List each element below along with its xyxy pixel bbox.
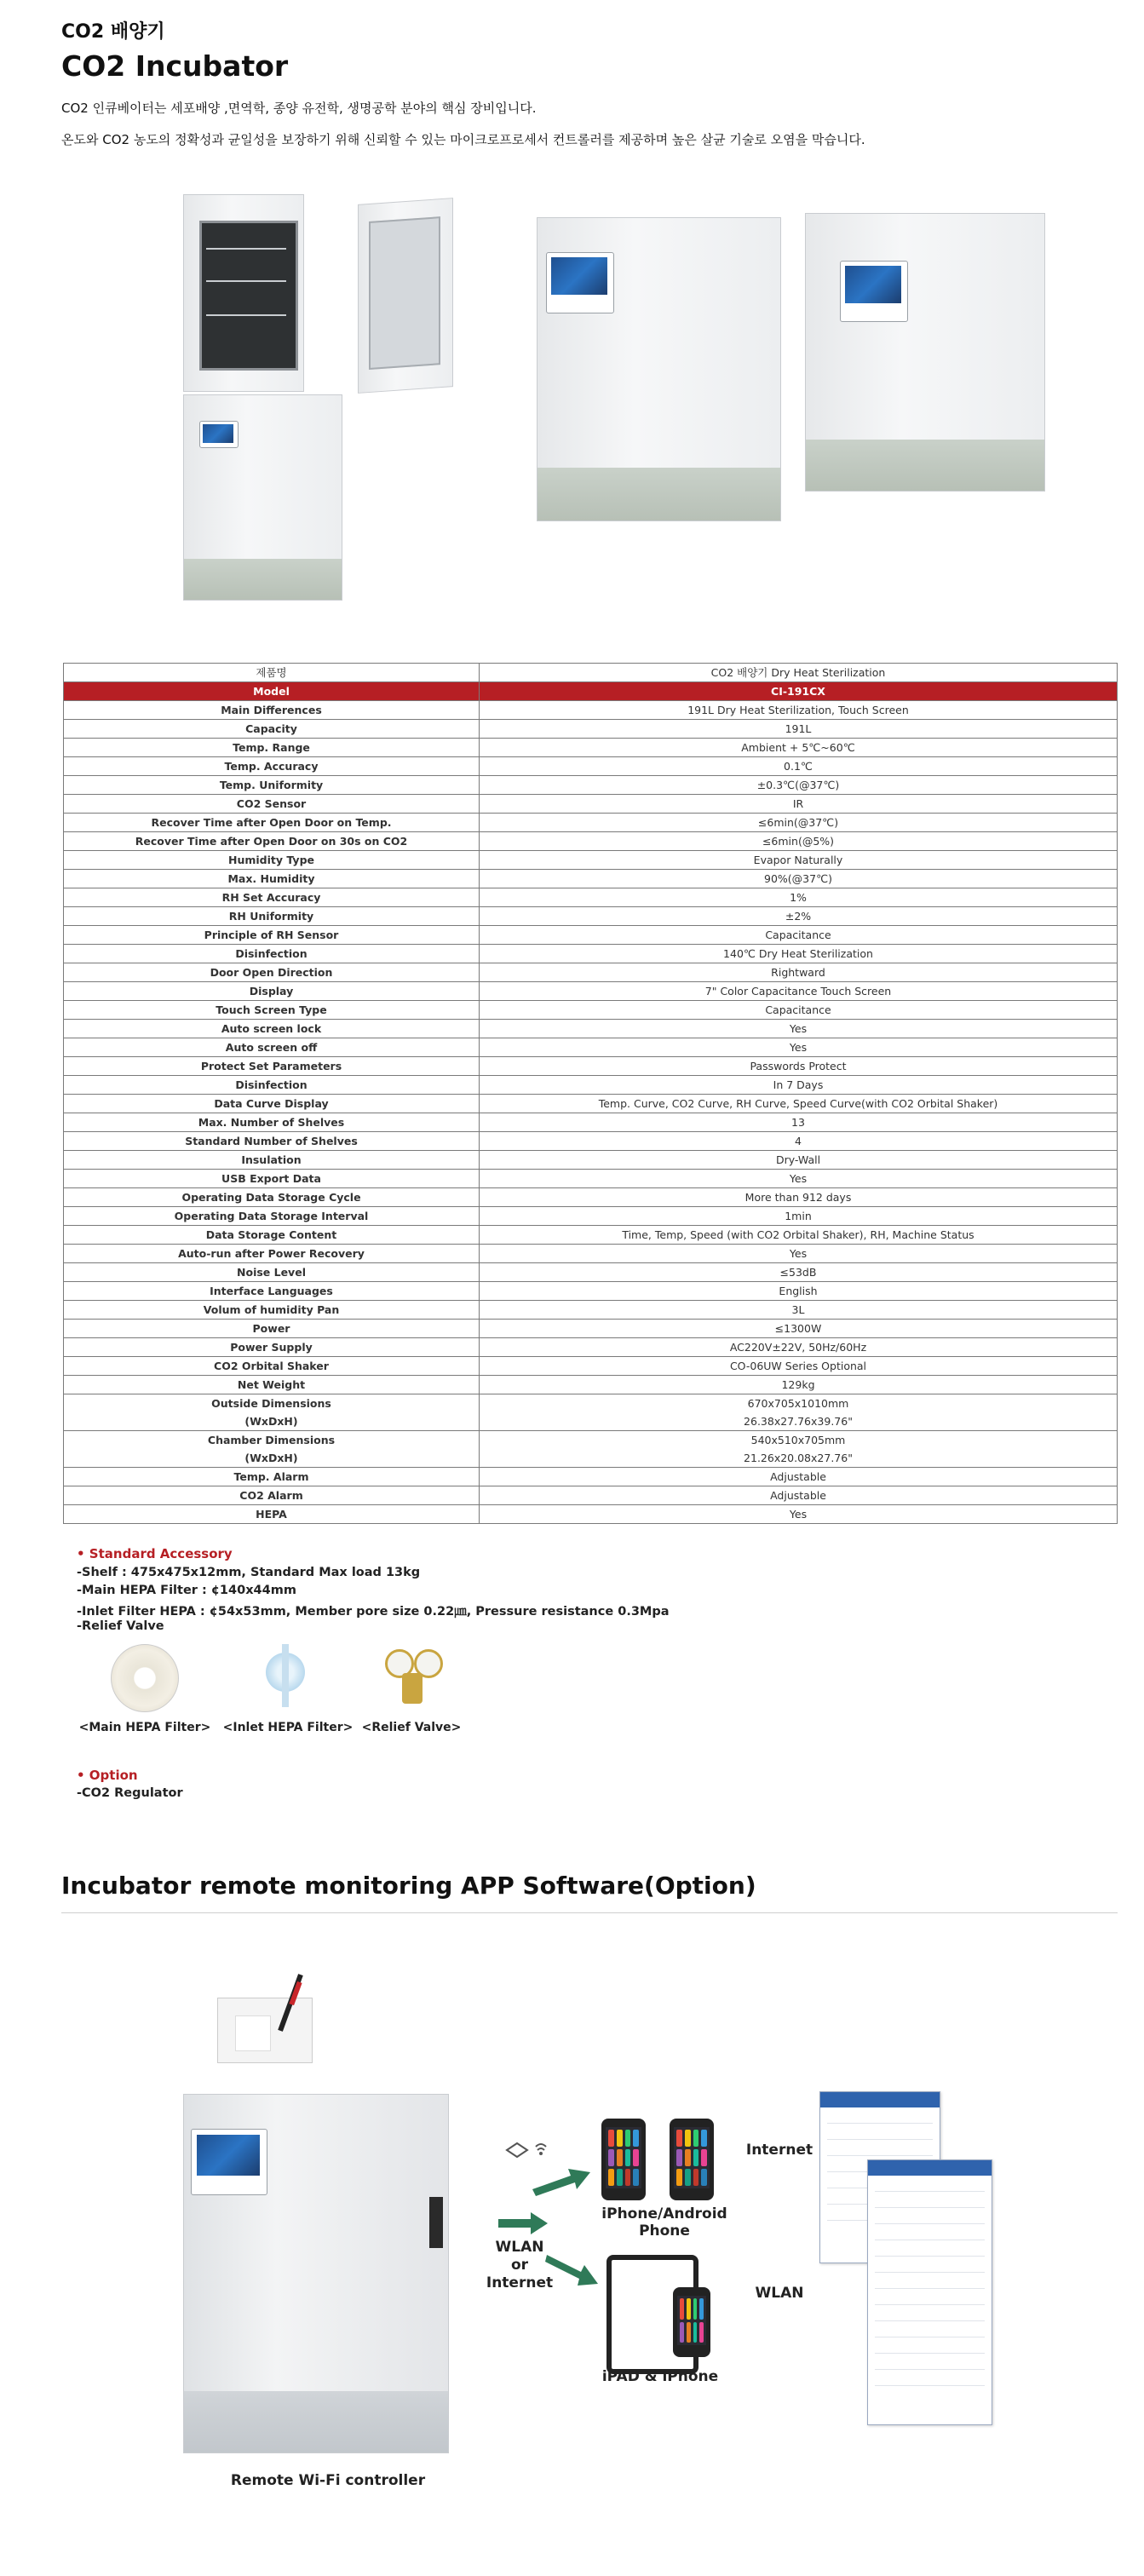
spec-label: Disinfection: [64, 1076, 480, 1095]
table-row: [64, 888, 1118, 907]
spec-value: Adjustable: [480, 1486, 1118, 1505]
accessory-line: -Relief Valve: [77, 1619, 164, 1633]
spec-value: 191L: [480, 720, 1118, 739]
spec-value: Ambient + 5℃~60℃: [480, 739, 1118, 757]
spec-label: HEPA: [64, 1505, 480, 1524]
spec-value: In 7 Days: [480, 1076, 1118, 1095]
spec-label: Principle of RH Sensor: [64, 926, 480, 945]
accessory-line: -Inlet Filter HEPA : ¢54x53mm, Member pore size 0.22㎛, Pressure resistance 0.3Mpa: [77, 1605, 670, 1619]
spec-label: Standard Number of Shelves: [64, 1132, 480, 1151]
spec-value: [480, 1394, 1118, 1431]
spec-value: ±2%: [480, 907, 1118, 926]
product-image-stacked-open: [179, 194, 460, 603]
spec-value: ≤53dB: [480, 1263, 1118, 1282]
intro-text-2: 온도와 CO2 농도의 정확성과 균일성을 보장하기 위해 신뢰할 수 있는 마이크로프로세서 컨트롤러를 제공하며 높은 살균 기술로 오염을 막습니다.: [61, 132, 865, 147]
spec-label: Data Storage Content: [64, 1226, 480, 1245]
table-row: [64, 1505, 1118, 1524]
spec-value: 4: [480, 1132, 1118, 1151]
table-row: [64, 1207, 1118, 1226]
arrow-middle-icon: [498, 2212, 549, 2234]
spec-value: More than 912 days: [480, 1188, 1118, 1207]
option-heading: • Option: [77, 1768, 138, 1783]
spec-value: Adjustable: [480, 1468, 1118, 1486]
table-row: [64, 1468, 1118, 1486]
spec-value: 13: [480, 1113, 1118, 1132]
spec-label: Insulation: [64, 1151, 480, 1170]
phone-label: iPhone/Android Phone: [601, 2205, 727, 2240]
table-row: [64, 945, 1118, 963]
table-row: [64, 1357, 1118, 1376]
table-row: [64, 1151, 1118, 1170]
spec-value: 191L Dry Heat Sterilization, Touch Screen: [480, 701, 1118, 720]
spec-value: 3L: [480, 1301, 1118, 1320]
spec-label: Operating Data Storage Cycle: [64, 1188, 480, 1207]
spec-label: Net Weight: [64, 1376, 480, 1394]
spec-label: Humidity Type: [64, 851, 480, 870]
android-phone-image: [601, 2119, 646, 2200]
spec-value: [480, 1431, 1118, 1468]
incubator-image: [183, 2094, 456, 2453]
table-row: [64, 1188, 1118, 1207]
spec-label: Auto-run after Power Recovery: [64, 1245, 480, 1263]
table-row: [64, 1486, 1118, 1505]
table-row: [64, 982, 1118, 1001]
spec-label: CO2 Orbital Shaker: [64, 1357, 480, 1376]
spec-value: 0.1℃: [480, 757, 1118, 776]
relief-valve-caption: <Relief Valve>: [361, 1721, 462, 1734]
table-row: [64, 1076, 1118, 1095]
spec-value: ≤6min(@5%): [480, 832, 1118, 851]
spec-label: Main Differences: [64, 701, 480, 720]
spec-label: [64, 1394, 480, 1431]
app-section-title: Incubator remote monitoring APP Software(Option): [61, 1872, 756, 1900]
inlet-hepa-filter-caption: <Inlet HEPA Filter>: [222, 1721, 354, 1734]
spec-label: Interface Languages: [64, 1282, 480, 1301]
table-row: [64, 1170, 1118, 1188]
spec-value: Yes: [480, 1245, 1118, 1263]
spec-label-line: Outside Dimensions: [211, 1397, 331, 1410]
spec-table: [63, 663, 1118, 1524]
spec-label-line: (WxDxH): [244, 1415, 298, 1428]
spec-value: 129kg: [480, 1376, 1118, 1394]
spec-value: Yes: [480, 1020, 1118, 1038]
spec-label: Display: [64, 982, 480, 1001]
wlan-right-label: WLAN: [755, 2285, 804, 2302]
accessory-line: -Shelf : 475x475x12mm, Standard Max load 13kg: [77, 1566, 421, 1579]
arrow-to-phone-icon: [532, 2164, 592, 2198]
wlan-or-internet-label: [481, 2239, 558, 2292]
spec-label: Temp. Accuracy: [64, 757, 480, 776]
table-row: [64, 1132, 1118, 1151]
table-row: [64, 926, 1118, 945]
table-row: [64, 757, 1118, 776]
spec-value: Passwords Protect: [480, 1057, 1118, 1076]
controller-label: Remote Wi-Fi controller: [230, 2472, 426, 2489]
table-row: [64, 1057, 1118, 1076]
spec-label: Protect Set Parameters: [64, 1057, 480, 1076]
spec-value: Time, Temp, Speed (with CO2 Orbital Shaker), RH, Machine Status: [480, 1226, 1118, 1245]
spec-value: Temp. Curve, CO2 Curve, RH Curve, Speed Curve(with CO2 Orbital Shaker): [480, 1095, 1118, 1113]
spec-label: Temp. Alarm: [64, 1468, 480, 1486]
inlet-hepa-filter-image: [256, 1644, 315, 1707]
spec-value: 1%: [480, 888, 1118, 907]
spec-label: Auto screen off: [64, 1038, 480, 1057]
internet-label: Internet: [486, 2274, 554, 2291]
option-line: -CO2 Regulator: [77, 1786, 183, 1800]
spec-value: Evapor Naturally: [480, 851, 1118, 870]
spec-label: Temp. Range: [64, 739, 480, 757]
spec-value-line: 540x510x705mm: [750, 1434, 846, 1446]
spec-value: Capacitance: [480, 1001, 1118, 1020]
table-header-row: [64, 664, 1118, 682]
model-row: [64, 682, 1118, 701]
table-row: [64, 1038, 1118, 1057]
spec-value: Yes: [480, 1170, 1118, 1188]
table-row: [64, 1394, 1118, 1431]
spec-value: Yes: [480, 1505, 1118, 1524]
table-row: [64, 963, 1118, 982]
spec-value: ≤1300W: [480, 1320, 1118, 1338]
spec-value: 140℃ Dry Heat Sterilization: [480, 945, 1118, 963]
spec-label: Power Supply: [64, 1338, 480, 1357]
page-title: CO2 Incubator: [61, 49, 289, 83]
spec-value: ≤6min(@37℃): [480, 814, 1118, 832]
table-row: [64, 720, 1118, 739]
table-row: [64, 1376, 1118, 1394]
spec-value-line: 21.26x20.08x27.76": [744, 1452, 853, 1464]
table-row: [64, 776, 1118, 795]
table-row: [64, 1263, 1118, 1282]
spec-label: Max. Humidity: [64, 870, 480, 888]
spec-value: English: [480, 1282, 1118, 1301]
table-row: [64, 907, 1118, 926]
header-cell: 제품명: [64, 664, 480, 682]
spec-label: Door Open Direction: [64, 963, 480, 982]
spec-value: 7" Color Capacitance Touch Screen: [480, 982, 1118, 1001]
wifi-icon: [498, 2135, 549, 2160]
model-label: Model: [64, 682, 480, 701]
divider: [61, 1912, 1118, 1913]
spec-label: Power: [64, 1320, 480, 1338]
spec-label: Operating Data Storage Interval: [64, 1207, 480, 1226]
accessory-line: -Main HEPA Filter : ¢140x44mm: [77, 1584, 296, 1597]
spec-label: Max. Number of Shelves: [64, 1113, 480, 1132]
standard-accessory-heading: • Standard Accessory: [77, 1546, 233, 1561]
spec-label: Recover Time after Open Door on 30s on CO2: [64, 832, 480, 851]
spec-value: 90%(@37℃): [480, 870, 1118, 888]
internet-right-label: Internet: [745, 2142, 813, 2159]
product-image-front: [537, 217, 784, 524]
table-row: [64, 1020, 1118, 1038]
spec-label: RH Uniformity: [64, 907, 480, 926]
spec-value: 1min: [480, 1207, 1118, 1226]
table-row: [64, 1431, 1118, 1468]
spec-label: CO2 Sensor: [64, 795, 480, 814]
main-hepa-filter-image: [111, 1644, 179, 1712]
spec-label-line: Chamber Dimensions: [207, 1434, 336, 1446]
spec-value: Capacitance: [480, 926, 1118, 945]
spec-label: Data Curve Display: [64, 1095, 480, 1113]
spec-label: Temp. Uniformity: [64, 776, 480, 795]
table-row: [64, 1338, 1118, 1357]
app-screenshot-2: [867, 2159, 992, 2425]
header-cell: CO2 배양기 Dry Heat Sterilization: [480, 664, 1118, 682]
ipad-label: iPAD & iPhone: [601, 2368, 719, 2385]
iphone-image: [670, 2119, 714, 2200]
table-row: [64, 1282, 1118, 1301]
spec-label: Capacity: [64, 720, 480, 739]
or-label: or: [510, 2257, 529, 2274]
spec-value: Yes: [480, 1038, 1118, 1057]
spec-label: Disinfection: [64, 945, 480, 963]
spec-value: Dry-Wall: [480, 1151, 1118, 1170]
spec-value: AC220V±22V, 50Hz/60Hz: [480, 1338, 1118, 1357]
spec-label: USB Export Data: [64, 1170, 480, 1188]
spec-label: Noise Level: [64, 1263, 480, 1282]
table-row: [64, 1320, 1118, 1338]
spec-value: Rightward: [480, 963, 1118, 982]
spec-label: Volum of humidity Pan: [64, 1301, 480, 1320]
table-row: [64, 739, 1118, 757]
spec-label: Recover Time after Open Door on Temp.: [64, 814, 480, 832]
table-row: [64, 1226, 1118, 1245]
spec-value-line: 26.38x27.76x39.76": [744, 1415, 853, 1428]
table-row: [64, 1301, 1118, 1320]
product-image-angled: [805, 213, 1052, 494]
spec-value: CO-06UW Series Optional: [480, 1357, 1118, 1376]
wifi-controller-image: [217, 1998, 313, 2063]
table-row: [64, 1245, 1118, 1263]
table-row: [64, 1095, 1118, 1113]
table-row: [64, 1113, 1118, 1132]
page-subtitle: CO2 배양기: [61, 21, 165, 43]
table-row: [64, 832, 1118, 851]
spec-value-line: 670x705x1010mm: [747, 1397, 849, 1410]
iphone-small-image: [673, 2287, 710, 2357]
table-row: [64, 870, 1118, 888]
wlan-label: WLAN: [495, 2239, 544, 2256]
spec-label: RH Set Accuracy: [64, 888, 480, 907]
table-row: [64, 701, 1118, 720]
table-row: [64, 814, 1118, 832]
spec-label: CO2 Alarm: [64, 1486, 480, 1505]
spec-label: Auto screen lock: [64, 1020, 480, 1038]
model-value: CI-191CX: [480, 682, 1118, 701]
spec-label: Touch Screen Type: [64, 1001, 480, 1020]
spec-label: [64, 1431, 480, 1468]
table-row: [64, 795, 1118, 814]
spec-value: IR: [480, 795, 1118, 814]
intro-text-1: CO2 인큐베이터는 세포배양 ,면역학, 종양 유전학, 생명공학 분야의 핵심 장비입니다.: [61, 101, 537, 116]
relief-valve-image: [382, 1644, 443, 1711]
main-hepa-filter-caption: <Main HEPA Filter>: [78, 1721, 211, 1734]
table-row: [64, 851, 1118, 870]
spec-label-line: (WxDxH): [244, 1452, 298, 1464]
table-row: [64, 1001, 1118, 1020]
spec-value: ±0.3℃(@37℃): [480, 776, 1118, 795]
